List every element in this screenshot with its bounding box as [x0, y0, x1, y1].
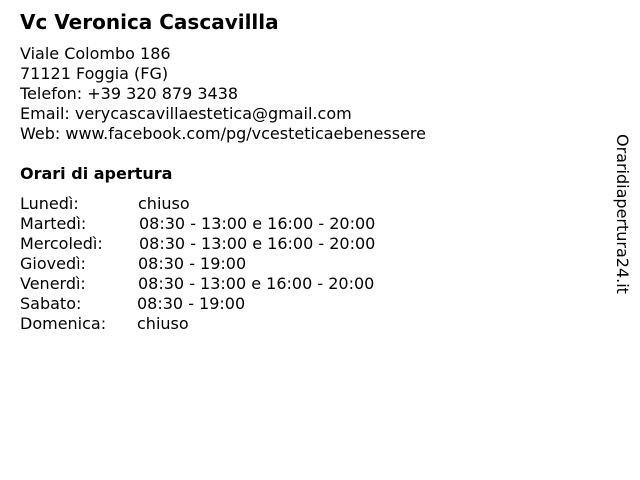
- business-name: Vc Veronica Cascavillla: [20, 10, 279, 34]
- address-street: Viale Colombo 186: [20, 44, 171, 63]
- day-label: Lunedì:: [20, 194, 79, 213]
- time-value: 08:30 - 19:00: [138, 254, 247, 273]
- time-value: chiuso: [138, 194, 190, 213]
- day-label: Giovedì:: [20, 254, 86, 273]
- time-value: 08:30 - 19:00: [137, 294, 246, 313]
- day-label: Venerdì:: [20, 274, 86, 293]
- phone-line: Telefon: +39 320 879 3438: [20, 84, 239, 103]
- site-watermark: Oraridiapertura24.it: [613, 134, 632, 294]
- contact-info: [20, 44, 426, 144]
- opening-hours-heading: Orari di apertura: [20, 164, 173, 183]
- time-value: chiuso: [137, 314, 189, 333]
- day-label: Mercoledì:: [20, 234, 103, 253]
- day-label: Martedì:: [20, 214, 87, 233]
- address-city: 71121 Foggia (FG): [20, 64, 169, 83]
- time-value: 08:30 - 13:00 e 16:00 - 20:00: [139, 234, 376, 253]
- time-value: 08:30 - 13:00 e 16:00 - 20:00: [139, 214, 376, 233]
- web-line: Web: www.facebook.com/pg/vcesteticaebenessere: [20, 124, 426, 143]
- time-value: 08:30 - 13:00 e 16:00 - 20:00: [138, 274, 375, 293]
- day-label: Domenica:: [20, 314, 107, 333]
- day-label: Sabato:: [20, 294, 82, 313]
- email-line: Email: verycascavillaestetica@gmail.com: [20, 104, 352, 123]
